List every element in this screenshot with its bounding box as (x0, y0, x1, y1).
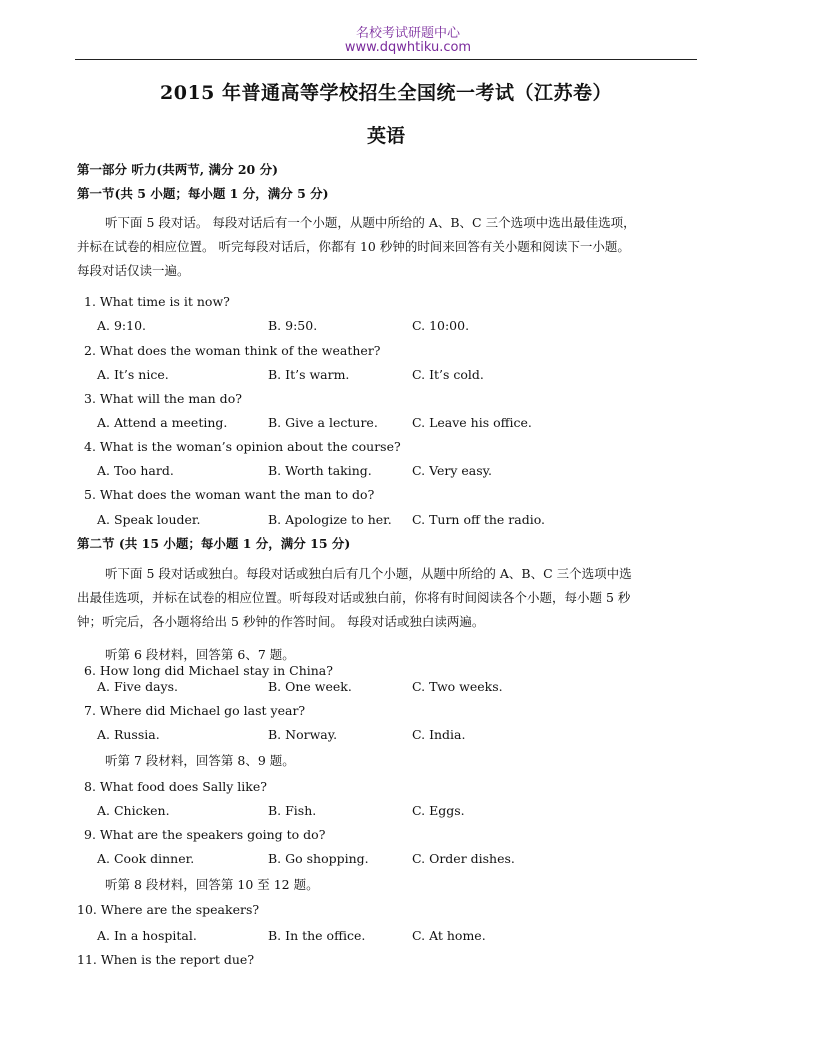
option-9b: B. Go shopping. (268, 851, 369, 866)
instruction-line: 听下面 5 段对话或独白。每段对话或独白后有几个小题，从题中所给的 A、B、C 三个选项中选 (105, 566, 632, 581)
header-site-url: www.dqwhtiku.com (344, 40, 472, 55)
question-7: 7. Where did Michael go last year? (84, 703, 306, 718)
option-1b: B. 9:50. (268, 318, 318, 333)
option-2b: B. It’s warm. (268, 367, 350, 382)
instruction-line: 并标在试卷的相应位置。 听完每段对话后，你都有 10 秒钟的时间来回答有关小题和阅读下一小题。 (77, 239, 630, 254)
option-4a: A. Too hard. (97, 463, 174, 478)
exam-title: 2015 年普通高等学校招生全国统一考试（江苏卷） (160, 82, 612, 104)
question-10: 10. Where are the speakers? (77, 902, 260, 917)
option-1a: A. 9:10. (97, 318, 147, 333)
option-5a: A. Speak louder. (97, 512, 201, 527)
option-3b: B. Give a lecture. (268, 415, 378, 430)
option-8c: C. Eggs. (412, 803, 465, 818)
option-10a: A. In a hospital. (97, 928, 197, 943)
instruction-line: 出最佳选项，并标在试卷的相应位置。听每段对话或独白前，你将有时间阅读各个小题，每小题 5 秒 (77, 590, 631, 605)
option-9c: C. Order dishes. (412, 851, 515, 866)
question-4: 4. What is the woman’s opinion about the course? (84, 439, 401, 454)
option-6a: A. Five days. (97, 679, 178, 694)
instruction-line: 听下面 5 段对话。 每段对话后有一个小题，从题中所给的 A、B、C 三个选项中选出最佳选项， (105, 215, 636, 230)
question-11: 11. When is the report due? (77, 952, 255, 967)
option-7c: C. India. (412, 727, 466, 742)
material-7-note: 听第 7 段材料，回答第 8、9 题。 (105, 753, 295, 768)
option-10c: C. At home. (412, 928, 486, 943)
option-2a: A. It’s nice. (97, 367, 169, 382)
section2-instructions (77, 562, 699, 634)
question-8: 8. What food does Sally like? (84, 779, 267, 794)
question-1: 1. What time is it now? (84, 294, 230, 309)
exam-subject: 英语 (366, 125, 405, 147)
option-4c: C. Very easy. (412, 463, 492, 478)
question-6: 6. How long did Michael stay in China? (84, 663, 333, 678)
section2-heading: 第二节 (共 15 小题；每小题 1 分，满分 15 分) (77, 536, 351, 551)
material-6-note: 听第 6 段材料，回答第 6、7 题。 (105, 647, 295, 662)
option-8b: B. Fish. (268, 803, 317, 818)
option-5b: B. Apologize to her. (268, 512, 392, 527)
question-2: 2. What does the woman think of the weather? (84, 343, 381, 358)
question-3: 3. What will the man do? (84, 391, 242, 406)
option-4b: B. Worth taking. (268, 463, 372, 478)
option-3a: A. Attend a meeting. (97, 415, 228, 430)
option-7a: A. Russia. (97, 727, 160, 742)
option-6c: C. Two weeks. (412, 679, 503, 694)
option-1c: C. 10:00. (412, 318, 470, 333)
question-5: 5. What does the woman want the man to do? (84, 487, 375, 502)
option-2c: C. It’s cold. (412, 367, 484, 382)
part1-heading: 第一部分 听力(共两节, 满分 20 分) (77, 162, 278, 177)
header-divider (75, 59, 697, 60)
option-9a: A. Cook dinner. (97, 851, 195, 866)
question-9: 9. What are the speakers going to do? (84, 827, 326, 842)
instruction-line: 钟；听完后，各小题将给出 5 秒钟的作答时间。 每段对话或独白读两遍。 (77, 614, 485, 629)
section1-instructions (77, 211, 699, 283)
option-6b: B. One week. (268, 679, 352, 694)
option-5c: C. Turn off the radio. (412, 512, 545, 527)
option-3c: C. Leave his office. (412, 415, 532, 430)
option-7b: B. Norway. (268, 727, 338, 742)
section1-heading: 第一节(共 5 小题；每小题 1 分，满分 5 分) (77, 186, 329, 201)
option-10b: B. In the office. (268, 928, 366, 943)
instruction-line: 每段对话仅读一遍。 (77, 263, 190, 278)
option-8a: A. Chicken. (97, 803, 170, 818)
material-8-note: 听第 8 段材料，回答第 10 至 12 题。 (105, 877, 319, 892)
header-site-name: 名校考试研题中心 (355, 26, 460, 41)
